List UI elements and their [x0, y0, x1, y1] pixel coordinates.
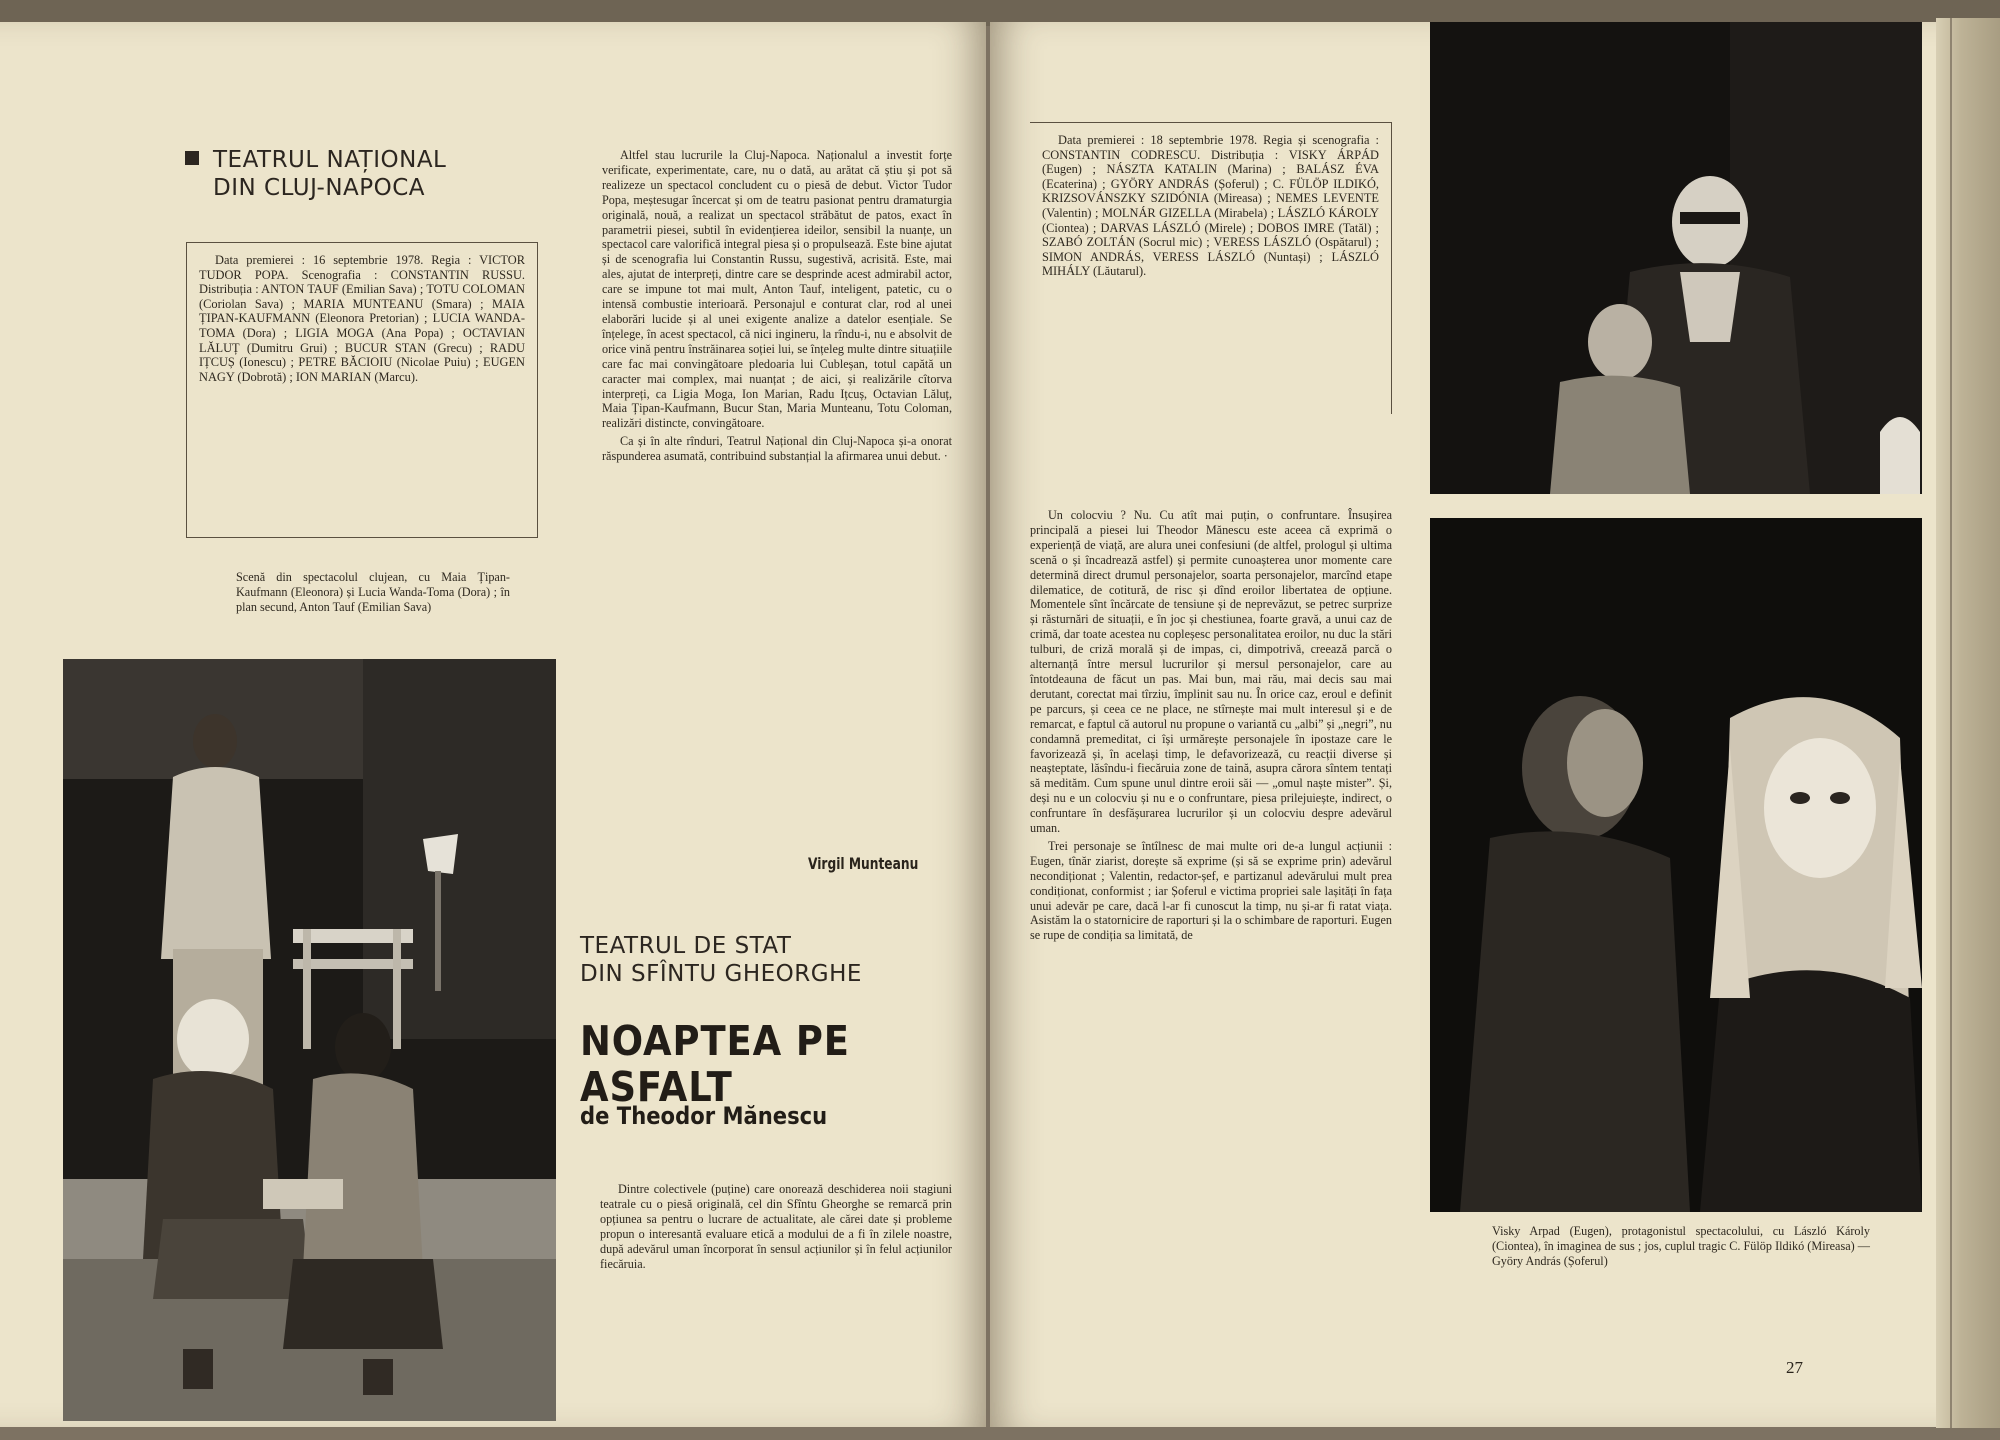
section-heading-sfintu: [580, 932, 862, 988]
caption-text: Visky Arpad (Eugen), protagonistul spectacolului, cu László Károly (Ciontea), în imaginea de sus ; jos, cuplul tragic C. Fülöp Ildikó (Mireasa) — Györy András (Șoferul): [1492, 1224, 1870, 1268]
stage-photo-cluj: [63, 659, 556, 1421]
stage-scene-image: [63, 659, 556, 1421]
right-page: [990, 22, 1936, 1427]
credits-text: Data premierei : 16 septembrie 1978. Regia : VICTOR TUDOR POPA. Scenografia : CONSTANTIN RUSSU. Distribuția : ANTON TAUF (Emilian Sava) ; TOTU COLOMAN (Coriolan Sava) ; MARIA MUNTEANU (Smara) ; MAIA ȚIPAN-KAUFMANN (Eleonora Pretorian) ; LUCIA WANDA-TOMA (Dora) ; LIGIA MOGA (Ana Popa) ; OCTAVIAN LĂLUȚ (Dumitru Grui) ; BUCUR STAN (Grecu) ; RADU IȚCUȘ (Ionescu) ; PETRE BĂCIOIU (Nicolae Puiu) ; EUGEN NAGY (Dobrotă) ; ION MARIAN (Marcu).: [199, 253, 525, 384]
review-column-cluj: [602, 148, 952, 467]
review-paragraph: Altfel stau lucrurile la Cluj-Napoca. Naționalul a investit forțe verificate, experimentate, care, nu o dată, au arătat că știu și pot să realizeze un spectacol concludent cu o piesă de debut. Victor Tudor Popa, meștesugar încercat și om de teatru pasionat pentru dramaturgia originală, nouă, a realizat un spectacol străbătut de patos, exact în parametrii piesei, subtil în evidențierea ideilor, sensibil la nuanțe, un spectacol care valorifică integral piesa și o propulsează. Este bine ajutat și de scenografia lui Constantin Russu, sugestivă, acrisită. Este, mai ales, ajutat de interpreți, dintre care se desprinde acest admirabil actor, care se impune tot mai mult, Anton Tauf, inteligent, patetic, cu o intensă combustie interioară. Personajul e conturat clar, rod al unei elaborări lucide și al unei exigente analize a datelor esențiale. Se înțelege, în acest spectacol, că nici ingineru, la rîndu-i, nu e absolvit de orice vină pentru înstrăinarea soției lui, se înțeleg multe dintre situațiile care fac mai convingătoare pledoaria lui Cubleșan, totul capătă un caracter mai complex, mai nuanțat ; de aici, și realizările cîtorva interpreți, ca Ligia Moga, Ion Marian, Radu Ițcuș, Octavian Lăluț, Maia Țipan-Kaufmann, Bucur Stan, Maria Munteanu, Totu Coloman, realizări distincte, convingătoare.: [602, 148, 952, 431]
photo-caption-left: [236, 570, 510, 614]
section-heading-line1: TEATRUL NAȚIONAL: [213, 147, 447, 173]
author-signature: Virgil Munteanu: [808, 854, 919, 873]
credits-box-sfintu: [1030, 122, 1392, 414]
intro-column: [600, 1182, 952, 1274]
review-paragraph: Trei personaje se întîlnesc de mai multe ori de-a lungul acțiunii : Eugen, tînăr ziarist, dorește să exprime (și să se exprime prin) adevărul necondiționat ; Valentin, redactor-șef, e partizanul adevărului mult prea condiționat, conformist ; iar Șoferul e victima propriei sale lașități în fața unui adevăr pe care, dacă l-ar fi cunoscut la timp, nu și-ar fi ratat viața. Asistăm la o statornicire de raporturi și la o schimbare de raporturi. Eugen se rupe de condiția sa limitată, de: [1030, 838, 1392, 943]
review-paragraph: Ca și în alte rînduri, Teatrul Național din Cluj-Napoca și-a onorat răspunderea asumată, contribuind substanțial la afirmarea unui debut. ·: [602, 434, 952, 464]
square-bullet-icon: [185, 151, 199, 165]
book-page-edges: [1936, 18, 2000, 1428]
section-heading-line1: TEATRUL DE STAT: [580, 933, 792, 959]
credits-box-cluj: [186, 242, 538, 538]
play-author: de Theodor Mănescu: [580, 1102, 828, 1130]
credits-text: Data premierei : 18 septembrie 1978. Regia și scenografia : CONSTANTIN CODRESCU. Distribuția : VISKY ÁRPÁD (Eugen) ; NÁSZTA KATALIN (Marina) ; BALÁSZ ÉVA (Ecaterina) ; GYÖRY ANDRÁS (Șoferul) ; C. FÜLÖP ILDIKÓ, KRIZSOVÁNSZKY SZIDÓNIA (Mireasa) ; NEMES LEVENTE (Valentin) ; MOLNÁR GIZELLA (Mirabela) ; LÁSZLÓ KÁROLY (Ciontea) ; DARVAS LÁSZLÓ (Mirele) ; DOBOS IMRE (Tatăl) ; SZABÓ ZOLTÁN (Socrul mic) ; VERESS LÁSZLÓ (Ospătarul) ; SIMON ANDRÁS, VERESS LÁSZLÓ (Nuntași) ; LÁSZLÓ MIHÁLY (Lăutarul).: [1042, 133, 1379, 279]
section-heading-line2: DIN SFÎNTU GHEORGHE: [580, 961, 862, 987]
stage-photo-top: [1430, 22, 1922, 494]
stage-scene-image-bottom: [1430, 518, 1922, 1212]
play-title: NOAPTEA PE ASFALT: [580, 1017, 850, 1111]
stage-scene-image-top: [1430, 22, 1922, 494]
left-page: [0, 22, 986, 1427]
review-paragraph: Un colocviu ? Nu. Cu atît mai puțin, o confruntare. Însușirea principală a piesei lui Theodor Mănescu este aceea că exprimă o experiență de viață, are alura unei confesiuni (de altfel, prologul și ultima scenă o și încadrează astfel) și permite cunoașterea unor momente care determină direct drumul personajelor, soarta personajelor, marcînd etape dilematice, de cotitură, de risc și dînd eroilor libertatea de opțiune. Momentele sînt încărcate de tensiune și de neprevăzut, se petrec surprize și răsturnări de situații, e în joc și chestiunea, foarte gravă, a unui caz de crimă, dar toate acestea nu copleșesc personalitatea eroilor, nu duc la stări tulburi, de criză morală și de impas, ci, dimpotrivă, creează parcă o alternanță între mersul lucrurilor și mersul personajelor, care au întotdeauna de făcut un pas. Mai bun, mai rău, mai decis sau mai derutant, corectat mai tîrziu, împlinit sau nu. În orice caz, eroul e definit pe parcurs, și ceea ce ne place, ne stîrnește mai mult interesul și e de remarcat, e faptul că autorul nu propune o variantă cu „albi” și „negri”, nu condamnă premeditat, ci își urmărește personajele în ipostaze care le favorizează și, în același timp, le defavorizează, cu reacții diverse și neașteptate, lăsîndu-i fiecăruia zone de taină, asupra cărora sîntem tentați să medităm. Cum spune unul dintre eroii săi — „omul naște mister”. Și, deși nu e un colocviu și nu e o confruntare, piesa prilejuiește, indirect, o confruntare în desfășurarea lucrurilor și un colocviu despre adevărul uman.: [1030, 508, 1392, 836]
photo-caption-right: [1492, 1224, 1870, 1268]
intro-paragraph: Dintre colectivele (puține) care onorează deschiderea noii stagiuni teatrale cu o piesă originală, cel din Sfîntu Gheorghe se remarcă prin opțiunea sa pentru o lucrare de actualitate, ale cărei date și probleme propun o interesantă evaluare etică a modului de a fi în zilele noastre, după adevărul uman încorporat în sensul acțiunilor și în felul acțiunilor fiecăruia.: [600, 1182, 952, 1271]
page-number: 27: [1786, 1358, 1803, 1377]
caption-text: Scenă din spectacolul clujean, cu Maia Țipan-Kaufmann (Eleonora) și Lucia Wanda-Toma (Dora) ; în plan secund, Anton Tauf (Emilian Sava): [236, 570, 510, 614]
review-column-sfintu: [1030, 508, 1392, 946]
stage-photo-bottom: [1430, 518, 1922, 1212]
section-heading-line2: DIN CLUJ-NAPOCA: [213, 175, 426, 201]
section-heading-cluj: [185, 146, 446, 202]
